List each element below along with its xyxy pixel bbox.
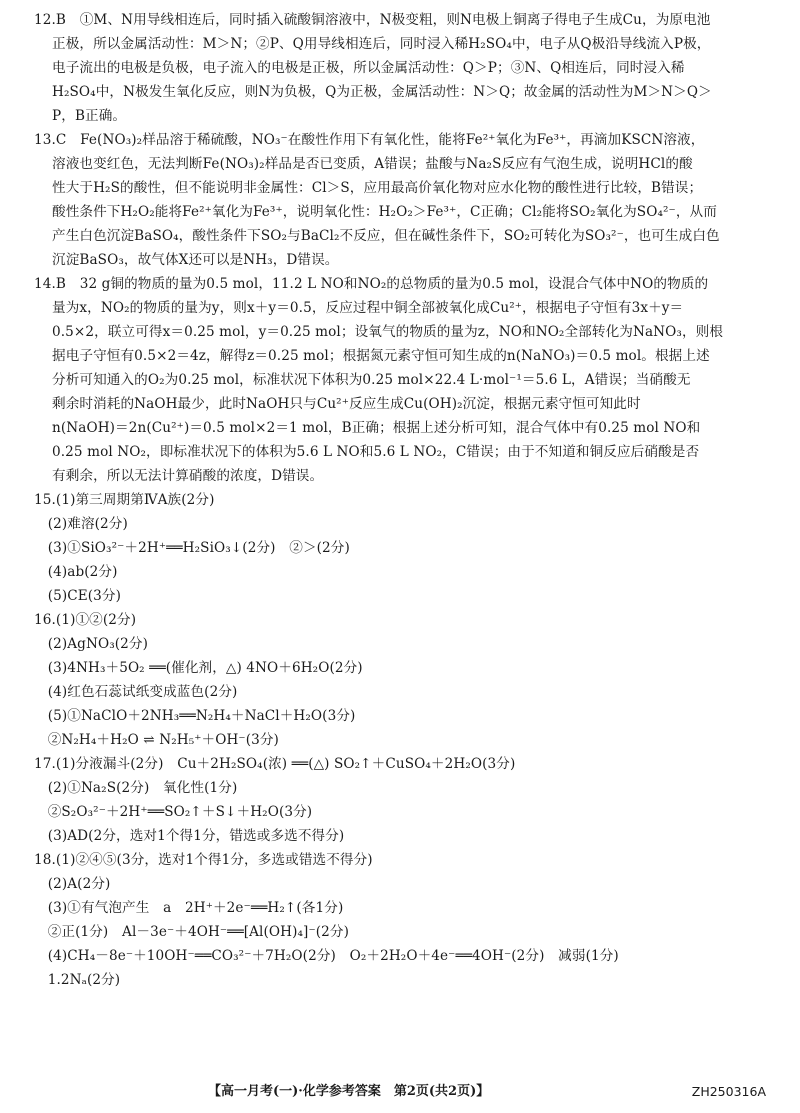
text-line: ②S₂O₃²⁻＋2H⁺══SO₂↑＋S↓＋H₂O(3分) — [34, 804, 313, 820]
text-line: (2)A(2分) — [34, 876, 111, 892]
text-line: ②N₂H₄＋H₂O ⇌ N₂H₅⁺＋OH⁻(3分) — [34, 732, 279, 748]
answer-17 — [34, 752, 774, 848]
text-line: 有剩余，所以无法计算硝酸的浓度，D错误。 — [52, 468, 324, 484]
text-line: 正极，所以金属活动性：M＞N；②P、Q用导线相连后，同时浸入稀H₂SO₄中，电子从Q极沿导线流入P极， — [52, 36, 711, 52]
document-code: ZH250316A — [691, 1084, 766, 1099]
text-line: 产生白色沉淀BaSO₄，酸性条件下SO₂与BaCl₂不反应，但在碱性条件下，SO₂可转化为SO₃²⁻，也可生成白色 — [52, 228, 720, 244]
text-line: n(NaOH)＝2n(Cu²⁺)＝0.5 mol×2＝1 mol，B正确；根据上述分析可知，混合气体中有0.25 mol NO和 — [52, 420, 701, 436]
answer-14 — [34, 272, 774, 488]
answer-16 — [34, 608, 774, 752]
text-line: 15.(1)第三周期第ⅣA族(2分) — [34, 492, 215, 508]
text-line: 量为x，NO₂的物质的量为y，则x＋y＝0.5，反应过程中铜全部被氧化成Cu²⁺，根据电子守恒有3x＋y＝ — [52, 300, 684, 316]
text-line: 电子流出的电极是负极，电子流入的电极是正极，所以金属活动性：Q＞P；③N、Q相连后，同时浸入稀 — [52, 60, 685, 76]
text-line: (4)CH₄－8e⁻＋10OH⁻══CO₃²⁻＋7H₂O(2分) O₂＋2H₂O＋4e⁻══4OH⁻(2分) 减弱(1分) — [34, 948, 619, 964]
text-line: 0.5×2，联立可得x＝0.25 mol，y＝0.25 mol；设氧气的物质的量为z，NO和NO₂全部转化为NaNO₃，则根 — [52, 324, 724, 340]
text-line: (2)AgNO₃(2分) — [34, 636, 149, 652]
page-footer — [0, 1082, 800, 1102]
footer-title: 【高一月考(一)·化学参考答案 第2页(共2页)】 — [208, 1084, 490, 1099]
text-line: 性大于H₂S的酸性，但不能说明非金属性：Cl＞S，应用最高价氧化物对应水化物的酸性进行比较，B错误； — [52, 180, 703, 196]
text-line: (2)难溶(2分) — [34, 516, 128, 532]
text-line: 13.C Fe(NO₃)₂样品溶于稀硫酸，NO₃⁻在酸性作用下有氧化性，能将Fe²⁺氧化为Fe³⁺，再滴加KSCN溶液， — [34, 132, 705, 148]
text-line: 17.(1)分液漏斗(2分) Cu＋2H₂SO₄(浓) ══(△) SO₂↑＋CuSO₄＋2H₂O(3分) — [34, 756, 516, 772]
text-line: H₂SO₄中，N极发生氧化反应，则N为负极，Q为正极，金属活动性：N＞Q；故金属的活动性为M＞N＞Q＞ — [52, 84, 712, 100]
text-line: 据电子守恒有0.5×2＝4z，解得z＝0.25 mol；根据氮元素守恒可知生成的n(NaNO₃)＝0.5 mol。根据上述 — [52, 348, 710, 364]
text-line: 14.B 32 g铜的物质的量为0.5 mol，11.2 L NO和NO₂的总物质的量为0.5 mol，设混合气体中NO的物质的 — [34, 276, 709, 292]
text-line: 1.2Nₐ(2分) — [34, 972, 121, 988]
text-line: (3)4NH₃＋5O₂ ══(催化剂，△) 4NO＋6H₂O(2分) — [34, 660, 363, 676]
text-line: (4)ab(2分) — [34, 564, 118, 580]
text-line: (3)①SiO₃²⁻＋2H⁺══H₂SiO₃↓(2分) ②＞(2分) — [34, 540, 350, 556]
text-line: (2)①Na₂S(2分) 氧化性(1分) — [34, 780, 238, 796]
text-line: 酸性条件下H₂O₂能将Fe²⁺氧化为Fe³⁺，说明氧化性：H₂O₂＞Fe³⁺，C正确；Cl₂能将SO₂氧化为SO₄²⁻，从而 — [52, 204, 717, 220]
answer-13 — [34, 128, 774, 272]
answer-15 — [34, 488, 774, 608]
text-line: (5)①NaClO＋2NH₃══N₂H₄＋NaCl＋H₂O(3分) — [34, 708, 356, 724]
text-line: 0.25 mol NO₂，即标准状况下的体积为5.6 L NO和5.6 L NO₂，C错误；由于不知道和铜反应后硝酸是否 — [52, 444, 700, 460]
answer-content — [34, 8, 774, 992]
text-line: ②正(1分) Al－3e⁻＋4OH⁻══[Al(OH)₄]⁻(2分) — [34, 924, 349, 940]
text-line: P，B正确。 — [52, 108, 127, 124]
text-line: (3)①有气泡产生 a 2H⁺＋2e⁻══H₂↑(各1分) — [34, 900, 344, 916]
text-line: 分析可知通入的O₂为0.25 mol，标准状况下体积为0.25 mol×22.4 L·mol⁻¹＝5.6 L，A错误；当硝酸无 — [52, 372, 691, 388]
text-line: 12.B ①M、N用导线相连后，同时插入硫酸铜溶液中，N极变粗，则N电极上铜离子得电子生成Cu，为原电池 — [34, 12, 711, 28]
text-line: 18.(1)②④⑤(3分，选对1个得1分，多选或错选不得分) — [34, 852, 373, 868]
text-line: 剩余时消耗的NaOH最少，此时NaOH只与Cu²⁺反应生成Cu(OH)₂沉淀，根据元素守恒可知此时 — [52, 396, 641, 412]
text-line: 沉淀BaSO₃，故气体X还可以是NH₃，D错误。 — [52, 252, 339, 268]
text-line: 16.(1)①②(2分) — [34, 612, 137, 628]
answer-12 — [34, 8, 774, 128]
text-line: (4)红色石蕊试纸变成蓝色(2分) — [34, 684, 238, 700]
text-line: 溶液也变红色，无法判断Fe(NO₃)₂样品是否已变质，A错误；盐酸与Na₂S反应有气泡生成，说明HCl的酸 — [52, 156, 693, 172]
answer-18 — [34, 848, 774, 992]
text-line: (3)AD(2分，选对1个得1分，错选或多选不得分) — [34, 828, 345, 844]
text-line: (5)CE(3分) — [34, 588, 122, 604]
